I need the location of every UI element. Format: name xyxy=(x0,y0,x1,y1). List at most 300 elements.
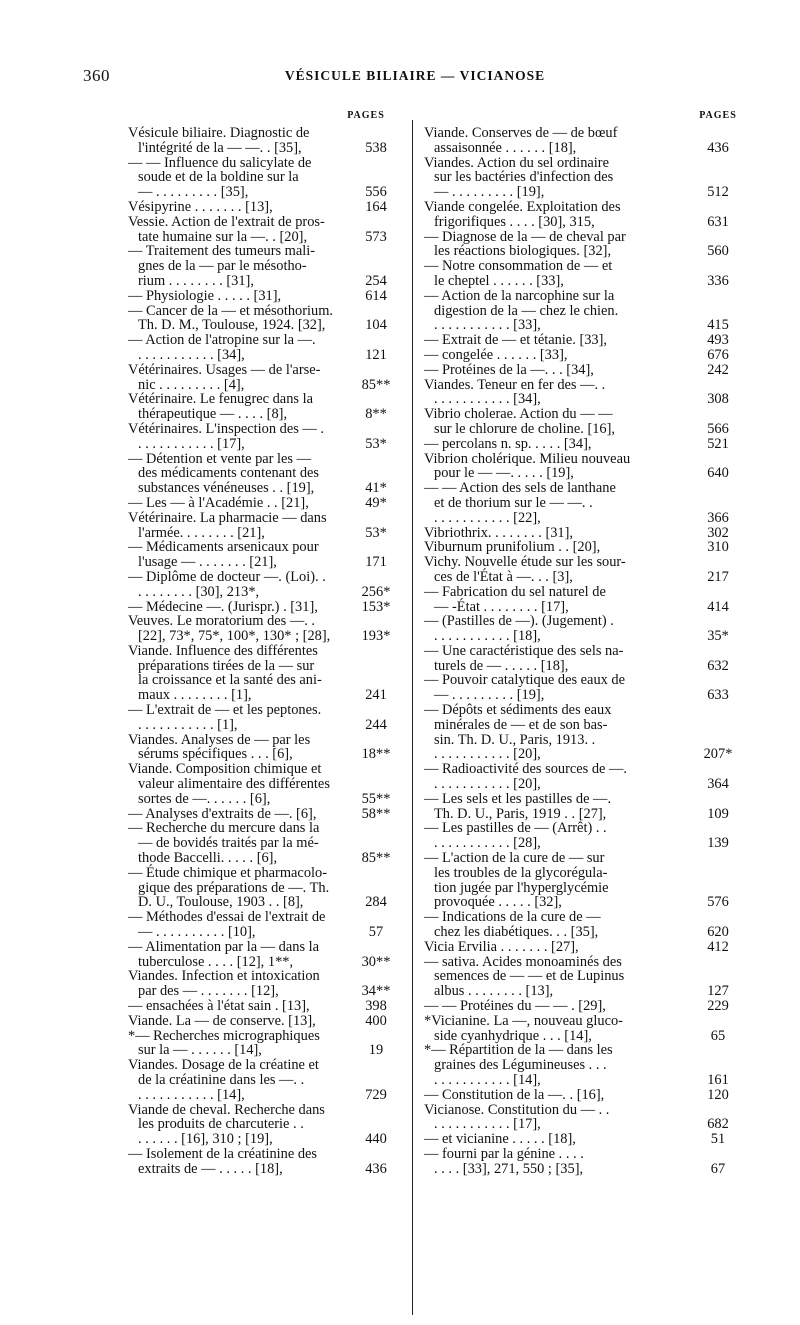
index-entry-text xyxy=(128,333,350,363)
index-entry-page: 53* xyxy=(365,524,387,541)
index-entry xyxy=(128,910,402,940)
running-head-title: VÉSICULE BILIAIRE — VICIANOSE xyxy=(284,68,546,83)
index-entry-page: 229 xyxy=(707,998,729,1015)
index-entry-line: . . . . . . . . [30], 213*, xyxy=(138,583,260,600)
index-entry-page: 241 xyxy=(365,687,387,704)
index-entry-page: 153* xyxy=(361,598,391,615)
index-entry-line: Vétérinaire. La pharmacie — dans xyxy=(128,509,327,526)
index-entry-text xyxy=(424,230,690,260)
index-entry-page: 633 xyxy=(707,687,729,704)
index-entry-line: — . . . . . . . . . [19], xyxy=(434,184,545,201)
index-entry-line: les réactions biologiques. [32], xyxy=(434,243,612,260)
index-entry-page: 85** xyxy=(361,850,391,867)
index-entry-page: 573 xyxy=(365,228,387,245)
index-entry xyxy=(128,422,402,452)
index-entry-text xyxy=(424,851,690,910)
index-entry-page: 161 xyxy=(707,1072,729,1088)
index-entry xyxy=(424,792,746,822)
index-entry-text xyxy=(424,348,690,363)
index-entry xyxy=(128,821,402,865)
index-entry xyxy=(424,378,746,408)
index-entry xyxy=(424,126,746,156)
index-entry-page: 336 xyxy=(707,272,729,289)
index-entry-page: 217 xyxy=(707,568,729,585)
index-entry-text xyxy=(128,762,350,806)
column-divider xyxy=(412,120,413,1315)
index-entry-page: 440 xyxy=(365,1131,387,1148)
index-entry xyxy=(128,866,402,910)
index-entry-page: 58** xyxy=(361,805,391,822)
index-entry-text xyxy=(424,1088,690,1103)
index-entry-text xyxy=(424,1103,690,1133)
index-entry-page: 8** xyxy=(365,406,387,423)
index-entry-text xyxy=(128,1058,350,1102)
index-entry-line: Vichy. Nouvelle étude sur les sour- xyxy=(424,554,626,571)
index-entry-line: Viande. Composition chimique et xyxy=(128,761,322,778)
index-entry-page: 676 xyxy=(707,346,729,363)
pages-label-right: PAGES xyxy=(699,110,737,121)
index-entry xyxy=(128,940,402,970)
index-entry xyxy=(424,481,746,525)
index-entry-text xyxy=(128,910,350,940)
index-entry-line: chez les diabétiques. . . [35], xyxy=(434,924,599,941)
index-entry-line: Vicianose. Constitution du — . . xyxy=(424,1101,610,1118)
index-entry xyxy=(424,259,746,289)
index-entry-page: 614 xyxy=(365,287,387,304)
index-entry-line: — Indications de la cure de — xyxy=(424,909,601,926)
index-entry xyxy=(424,540,746,555)
index-entry-line: l'intégrité de la — —. . [35], xyxy=(138,139,302,156)
index-entry-line: et de thorium sur le — —. . xyxy=(434,494,593,511)
index-entry-line: les produits de charcuterie . . xyxy=(138,1116,304,1133)
index-entry xyxy=(424,614,746,644)
index-entry-line: albus . . . . . . . . [13], xyxy=(434,983,554,1000)
index-entry-page: 729 xyxy=(365,1086,387,1103)
index-entry-line: semences de — — et de Lupinus xyxy=(434,968,625,985)
index-entry-text xyxy=(128,821,350,865)
index-entry-line: Veuves. Le moratorium des —. . xyxy=(128,613,316,630)
index-entry-line: . . . . . . . . . . . [20], xyxy=(434,776,541,793)
index-entry xyxy=(128,1029,402,1059)
index-entry-page: 65 xyxy=(710,1027,726,1044)
index-entry-text xyxy=(128,807,350,822)
index-entry-line: — Recherche du mercure dans la xyxy=(128,820,320,837)
index-entry-page: 400 xyxy=(365,1012,387,1029)
index-entry-line: Vibrion cholérique. Milieu nouveau xyxy=(424,450,631,467)
index-entry xyxy=(128,392,402,422)
index-entry xyxy=(424,910,746,940)
index-entry-line: — Les — à l'Académie . . [21], xyxy=(128,494,309,511)
index-entry xyxy=(424,333,746,348)
index-entry-line: Vésicule biliaire. Diagnostic de xyxy=(128,125,310,141)
index-entry-line: substances vénéneuses . . [19], xyxy=(138,480,315,497)
index-entry-page: 49* xyxy=(365,494,387,511)
index-entry-text xyxy=(128,540,350,570)
index-entry-line: Vibriothrix. . . . . . . . [31], xyxy=(424,524,574,541)
index-entry-text xyxy=(128,1029,350,1059)
index-entry-page: 436 xyxy=(707,139,729,156)
index-entry-line: — . . . . . . . . . [19], xyxy=(434,687,545,704)
index-entry-page: 576 xyxy=(707,894,729,911)
index-entry-line: Vibrio cholerae. Action du — — xyxy=(424,406,613,423)
index-entry-line: Viandes. Infection et intoxication xyxy=(128,968,320,985)
index-entry-line: l'armée. . . . . . . . [21], xyxy=(138,524,265,541)
index-entry-page: 412 xyxy=(707,938,729,955)
index-entry-line: — de bovidés traités par la mé- xyxy=(138,835,319,852)
index-entry-line: Viandes. Action du sel ordinaire xyxy=(424,154,609,171)
index-entry-text xyxy=(424,259,690,289)
index-entry-text xyxy=(128,969,350,999)
index-entry-line: . . . . . . . . . . . [1], xyxy=(138,716,238,733)
index-entry xyxy=(128,762,402,806)
index-entry-text xyxy=(128,496,350,511)
index-entry-line: — Action de l'atropine sur la —. xyxy=(128,332,316,349)
index-entry-page: 55** xyxy=(361,790,391,807)
index-entry-page: 556 xyxy=(365,184,387,201)
index-entry-line: Vicia Ervilia . . . . . . . [27], xyxy=(424,938,579,955)
index-entry-line: thode Baccelli. . . . . [6], xyxy=(138,850,278,867)
index-entry-text xyxy=(128,866,350,910)
index-entry-line: — Physiologie . . . . . [31], xyxy=(128,287,282,304)
index-entry-line: Viburnum prunifolium . . [20], xyxy=(424,539,601,556)
index-entry-page: 193* xyxy=(361,628,391,645)
index-entry-line: provoquée . . . . . [32], xyxy=(434,894,562,911)
index-entry-text xyxy=(424,1147,690,1177)
index-entry-line: gnes de la — par le mésotho- xyxy=(138,258,307,275)
index-entry xyxy=(128,304,402,334)
index-entry-line: sortes de —. . . . . . [6], xyxy=(138,790,271,807)
index-entry-line: — Diplôme de docteur —. (Loi). . xyxy=(128,568,326,585)
index-entry xyxy=(424,1043,746,1087)
index-entry xyxy=(424,1103,746,1133)
index-entry-page: 19 xyxy=(368,1042,384,1059)
index-entry xyxy=(424,851,746,910)
index-entry-line: — ensachées à l'état sain . [13], xyxy=(128,998,310,1015)
index-entry-line: — Médicaments arsenicaux pour xyxy=(128,539,319,556)
index-entry-page: 538 xyxy=(365,139,387,156)
index-entry-line: . . . . . . . . . . . [20], xyxy=(434,746,541,763)
index-entry-line: nic . . . . . . . . . [4], xyxy=(138,376,245,393)
index-entry-text xyxy=(424,1132,690,1147)
index-entry-page: 512 xyxy=(707,184,729,201)
index-entry xyxy=(128,363,402,393)
index-entry xyxy=(424,348,746,363)
index-entry-page: 310 xyxy=(707,539,729,556)
index-entry-page: 398 xyxy=(365,998,387,1015)
index-entry xyxy=(424,1147,746,1177)
index-entry-text xyxy=(424,289,690,333)
index-entry xyxy=(424,673,746,703)
index-entry-line: — Étude chimique et pharmacolo- xyxy=(128,864,328,881)
index-entry xyxy=(424,1088,746,1103)
index-entry-page: 256* xyxy=(361,583,391,600)
index-entry xyxy=(424,1132,746,1147)
index-entry-line: Viande de cheval. Recherche dans xyxy=(128,1101,325,1118)
index-entry-page: 640 xyxy=(707,465,729,482)
index-entry-page: 120 xyxy=(707,1086,729,1103)
index-entry xyxy=(128,126,402,156)
index-entry-line: sur les bactéries d'infection des xyxy=(434,169,614,186)
index-entry-text xyxy=(424,940,690,955)
index-entry-text xyxy=(128,733,350,763)
index-entry-line: . . . . . . . . . . . [33], xyxy=(434,317,541,334)
index-entry xyxy=(424,407,746,437)
index-entry xyxy=(128,807,402,822)
index-entry-line: — — Action des sels de lanthane xyxy=(424,480,616,497)
page-number: 360 xyxy=(83,66,110,85)
index-entry-line: *Vicianine. La —, nouveau gluco- xyxy=(424,1012,623,1029)
index-entry-line: — Pouvoir catalytique des eaux de xyxy=(424,672,626,689)
index-entry-line: *— Répartition de la — dans les xyxy=(424,1042,613,1059)
index-entry-text xyxy=(424,126,690,156)
index-entry xyxy=(128,1103,402,1147)
index-entry xyxy=(128,733,402,763)
index-entry-line: Vétérinaire. Le fenugrec dans la xyxy=(128,391,313,408)
index-entry xyxy=(128,200,402,215)
index-entry xyxy=(128,1147,402,1177)
index-entry-line: — Traitement des tumeurs mali- xyxy=(128,243,316,260)
index-entry-text xyxy=(128,511,350,541)
index-entry-page: 109 xyxy=(707,805,729,822)
index-entry-page: 302 xyxy=(707,524,729,541)
index-entry-line: Viande. Conserves de — de bœuf xyxy=(424,125,618,141)
index-entry-line: l'usage — . . . . . . . [21], xyxy=(138,554,277,571)
index-entry xyxy=(424,821,746,851)
index-entry-line: Vessie. Action de l'extrait de pros- xyxy=(128,213,325,230)
index-entry-page: 207* xyxy=(703,746,733,763)
index-entry-line: ces de l'État à —. . . [3], xyxy=(434,568,573,585)
index-entry-line: Vétérinaires. L'inspection des — . xyxy=(128,420,325,437)
index-entry-line: sur la — . . . . . . [14], xyxy=(138,1042,262,1059)
index-entry-page: 164 xyxy=(365,198,387,215)
pages-label-left: PAGES xyxy=(347,110,385,121)
index-entry-line: . . . . . . . . . . . [17], xyxy=(434,1116,541,1133)
index-entry-line: — Méthodes d'essai de l'extrait de xyxy=(128,909,326,926)
index-entry-text xyxy=(128,244,350,288)
index-entry xyxy=(424,230,746,260)
index-entry-line: Viande congelée. Exploitation des xyxy=(424,198,621,215)
index-entry-line: Vétérinaires. Usages — de l'arse- xyxy=(128,361,321,378)
index-entry-page: 244 xyxy=(365,716,387,733)
index-entry-text xyxy=(128,289,350,304)
index-entry-line: — Alimentation par la — dans la xyxy=(128,938,320,955)
index-entry-text xyxy=(424,703,690,762)
index-entry xyxy=(424,363,746,378)
index-entry-line: le cheptel . . . . . . [33], xyxy=(434,272,564,289)
index-entry-page: 364 xyxy=(707,776,729,793)
index-entry xyxy=(424,200,746,230)
index-entry-line: frigorifiques . . . . [30], 315, xyxy=(434,213,595,230)
index-entry-text xyxy=(128,363,350,393)
index-entry-line: — . . . . . . . . . . [10], xyxy=(138,924,256,941)
index-entry-text xyxy=(128,940,350,970)
index-entry-line: *— Recherches micrographiques xyxy=(128,1027,320,1044)
index-entry-text xyxy=(424,540,690,555)
index-entry-line: — Analyses d'extraits de —. [6], xyxy=(128,805,317,822)
index-entry xyxy=(424,1014,746,1044)
index-entry-page: 284 xyxy=(365,894,387,911)
index-entry xyxy=(424,762,746,792)
index-entry-text xyxy=(424,585,690,615)
index-entry-text xyxy=(128,1014,350,1029)
index-entry-line: Th. D. U., Paris, 1919 . . [27], xyxy=(434,805,607,822)
index-entry-text xyxy=(128,156,350,200)
index-entry-text xyxy=(128,1147,350,1177)
index-entry xyxy=(424,585,746,615)
index-entry-line: — L'extrait de — et les peptones. xyxy=(128,702,322,719)
index-entry-line: — (Pastilles de —). (Jugement) . xyxy=(424,613,614,630)
index-entry-page: 366 xyxy=(707,509,729,526)
index-entry-page: 415 xyxy=(707,317,729,334)
index-entry-line: Viandes. Teneur en fer des —. . xyxy=(424,376,606,393)
index-entry-line: . . . . . . [16], 310 ; [19], xyxy=(138,1131,273,1148)
index-entry-text xyxy=(424,378,690,408)
index-entry-line: — sativa. Acides monoaminés des xyxy=(424,953,622,970)
index-entry-line: — Cancer de la — et mésothorium. xyxy=(128,302,334,319)
index-entry-page: 171 xyxy=(365,554,387,571)
index-entry-text xyxy=(424,437,690,452)
index-entry-page: 67 xyxy=(710,1160,726,1177)
index-entry-page: 57 xyxy=(368,924,384,941)
index-entry-line: . . . . . . . . . . . [34], xyxy=(434,391,541,408)
index-entry-text xyxy=(424,363,690,378)
index-entry-text xyxy=(128,614,350,644)
index-entry-page: 560 xyxy=(707,243,729,260)
index-entry-line: — Notre consommation de — et xyxy=(424,258,613,275)
index-entry xyxy=(128,244,402,288)
index-entry-line: Th. D. M., Toulouse, 1924. [32], xyxy=(138,317,326,334)
index-entry-line: de la créatinine dans les —. . xyxy=(138,1072,305,1088)
index-entry-text xyxy=(128,703,350,733)
index-entry-line: . . . . . . . . . . . [14], xyxy=(434,1072,541,1088)
index-entry xyxy=(128,452,402,496)
index-entry xyxy=(128,289,402,304)
index-entry-text xyxy=(128,422,350,452)
index-entry-line: assaisonnée . . . . . . [18], xyxy=(434,139,577,156)
index-entry-line: — Détention et vente par les — xyxy=(128,450,312,467)
index-entry-line: tuberculose . . . . [12], 1**, xyxy=(138,953,294,970)
index-entry-text xyxy=(128,452,350,496)
index-entry-line: — Radioactivité des sources de —. xyxy=(424,761,628,778)
index-entry-line: . . . . [33], 271, 550 ; [35], xyxy=(434,1160,584,1177)
index-entry-text xyxy=(424,910,690,940)
index-entry-line: — Une caractéristique des sels na- xyxy=(424,642,624,659)
index-entry-text xyxy=(128,200,350,215)
index-entry-text xyxy=(128,126,350,156)
index-entry-line: Viande. Influence des différentes xyxy=(128,642,318,659)
index-entry-line: des médicaments contenant des xyxy=(138,465,320,482)
index-entry-line: — Constitution de la —. . [16], xyxy=(424,1086,605,1103)
index-entry-text xyxy=(424,673,690,703)
index-entry-page: 620 xyxy=(707,924,729,941)
index-entry-line: — congelée . . . . . . [33], xyxy=(424,346,568,363)
index-entry-text xyxy=(424,614,690,644)
index-entry-page: 631 xyxy=(707,213,729,230)
index-entry xyxy=(128,540,402,570)
index-entry-page: 308 xyxy=(707,391,729,408)
index-entry xyxy=(424,289,746,333)
index-entry-line: Viandes. Dosage de la créatine et xyxy=(128,1057,319,1074)
index-entry-line: maux . . . . . . . . [1], xyxy=(138,687,252,704)
index-entry-line: valeur alimentaire des différentes xyxy=(138,776,330,793)
index-entry xyxy=(128,156,402,200)
index-entry-text xyxy=(424,999,690,1014)
index-entry-line: . . . . . . . . . . . [14], xyxy=(138,1086,245,1103)
index-entry-line: — — Protéines du — — . [29], xyxy=(424,998,606,1015)
index-entry-page: 566 xyxy=(707,420,729,437)
index-entry xyxy=(424,452,746,482)
index-entry-page: 85** xyxy=(361,376,391,393)
index-entry-line: — . . . . . . . . . [35], xyxy=(138,184,249,201)
index-entry-text xyxy=(128,392,350,422)
index-entry-line: — et vicianine . . . . . [18], xyxy=(424,1131,576,1148)
index-entry-line: — percolans n. sp. . . . . [34], xyxy=(424,435,592,452)
index-entry xyxy=(128,215,402,245)
index-entry-line: la croissance et la santé des ani- xyxy=(138,672,322,689)
index-entry-page: 34** xyxy=(361,983,391,1000)
index-entry-line: Viandes. Analyses de — par les xyxy=(128,731,311,748)
right-column xyxy=(424,126,746,1177)
index-entry-page: 121 xyxy=(365,346,387,363)
index-entry-text xyxy=(424,792,690,822)
index-entry-text xyxy=(128,304,350,334)
index-entry-text xyxy=(128,644,350,703)
index-entry-text xyxy=(424,821,690,851)
index-entry xyxy=(128,511,402,541)
index-entry xyxy=(424,156,746,200)
index-entry-page: 51 xyxy=(710,1131,726,1148)
index-entry-line: . . . . . . . . . . . [22], xyxy=(434,509,541,526)
index-entry xyxy=(424,999,746,1014)
index-entry xyxy=(128,999,402,1014)
index-entry-line: . . . . . . . . . . . [17], xyxy=(138,435,245,452)
index-entry xyxy=(424,526,746,541)
index-entry-text xyxy=(424,555,690,585)
index-entry xyxy=(128,644,402,703)
index-entry-line: turels de — . . . . . [18], xyxy=(434,657,569,674)
index-entry-page: 30** xyxy=(361,953,391,970)
index-entry-line: les troubles de la glycorégula- xyxy=(434,864,608,881)
index-entry-text xyxy=(424,452,690,482)
index-entry-page: 493 xyxy=(707,332,729,349)
index-entry-line: digestion de la — chez le chien. xyxy=(434,302,619,319)
index-entry-line: gique des préparations de —. Th. xyxy=(138,879,330,896)
index-entry-line: thérapeutique — . . . . [8], xyxy=(138,406,288,423)
index-entry-page: 414 xyxy=(707,598,729,615)
index-entry xyxy=(128,703,402,733)
left-column xyxy=(128,126,402,1177)
index-entry xyxy=(424,940,746,955)
index-entry-page: 682 xyxy=(707,1116,729,1133)
index-entry-line: — Action de la narcophine sur la xyxy=(424,287,615,304)
index-entry-line: — fourni par la génine . . . . xyxy=(424,1145,584,1162)
index-entry-line: soude et de la boldine sur la xyxy=(138,169,299,186)
index-entry xyxy=(128,1014,402,1029)
index-entry xyxy=(424,703,746,762)
index-entry-text xyxy=(424,955,690,999)
index-entry-page: 53* xyxy=(365,435,387,452)
index-entry-line: par des — . . . . . . . [12], xyxy=(138,983,279,1000)
index-entry xyxy=(128,969,402,999)
index-entry-page: 242 xyxy=(707,361,729,378)
index-entry-line: — Médecine —. (Jurispr.) . [31], xyxy=(128,598,318,615)
index-entry-text xyxy=(128,1103,350,1147)
index-entry-line: . . . . . . . . . . . [18], xyxy=(434,628,541,645)
index-entry-text xyxy=(424,407,690,437)
index-entry-text xyxy=(128,215,350,245)
index-entry xyxy=(128,1058,402,1102)
index-entry-line: graines des Légumineuses . . . xyxy=(434,1057,607,1074)
